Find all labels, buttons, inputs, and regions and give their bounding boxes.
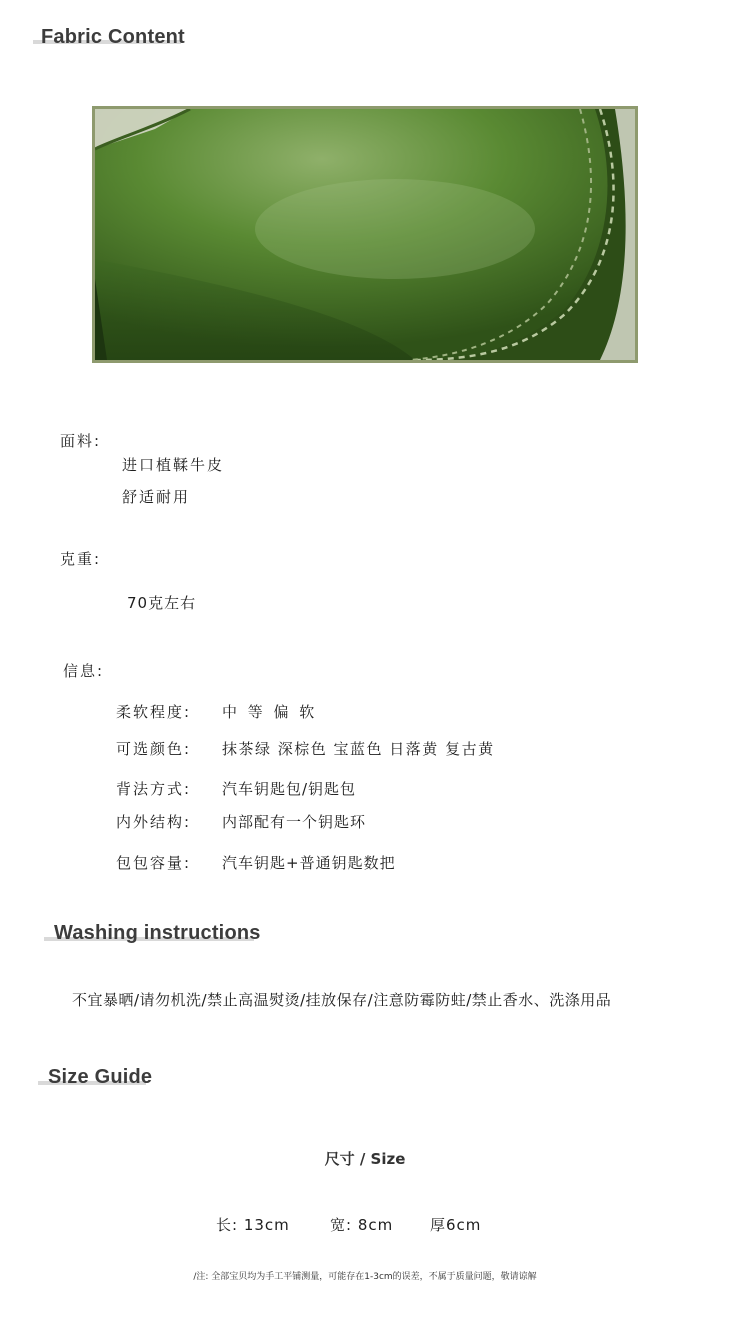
section-title-washing: Washing instructions [54, 922, 261, 944]
info-label: 信息: [63, 662, 105, 680]
info-value-colors: 抹茶绿 深棕色 宝蓝色 日落黄 复古黄 [222, 740, 495, 758]
material-line-2: 舒适耐用 [122, 488, 191, 506]
info-value-capacity: 汽车钥匙+普通钥匙数把 [222, 854, 396, 872]
info-value-structure: 内部配有一个钥匙环 [222, 813, 367, 831]
leather-wallet-image [95, 109, 635, 360]
size-width: 宽: 8cm [330, 1216, 394, 1234]
info-key-structure: 内外结构: [116, 813, 192, 831]
weight-label: 克重: [60, 550, 102, 568]
product-photo [92, 106, 638, 363]
material-label: 面料: [60, 432, 102, 450]
size-thickness: 厚6cm [430, 1216, 482, 1234]
section-title-size: Size Guide [48, 1066, 153, 1088]
weight-value: 70克左右 [127, 594, 197, 612]
info-key-colors: 可选颜色: [116, 740, 192, 758]
size-note: /注: 全部宝贝均为手工平铺测量，可能存在1-3cm的误差，不属于质量问题，敬请谅解 [193, 1272, 537, 1282]
info-key-capacity: 包包容量: [116, 854, 192, 872]
info-key-softness: 柔软程度: [116, 703, 192, 721]
size-length: 长: 13cm [216, 1216, 290, 1234]
info-key-carry: 背法方式: [116, 780, 192, 798]
section-title-fabric: Fabric Content [41, 26, 185, 48]
washing-text: 不宜暴晒/请勿机洗/禁止高温熨烫/挂放保存/注意防霉防蛀/禁止香水、洗涤用品 [72, 991, 612, 1009]
info-value-softness: 中 等 偏 软 [222, 703, 318, 721]
info-value-carry: 汽车钥匙包/钥匙包 [222, 780, 357, 798]
size-heading: 尺寸 / Size [324, 1150, 406, 1168]
material-line-1: 进口植鞣牛皮 [122, 456, 225, 474]
